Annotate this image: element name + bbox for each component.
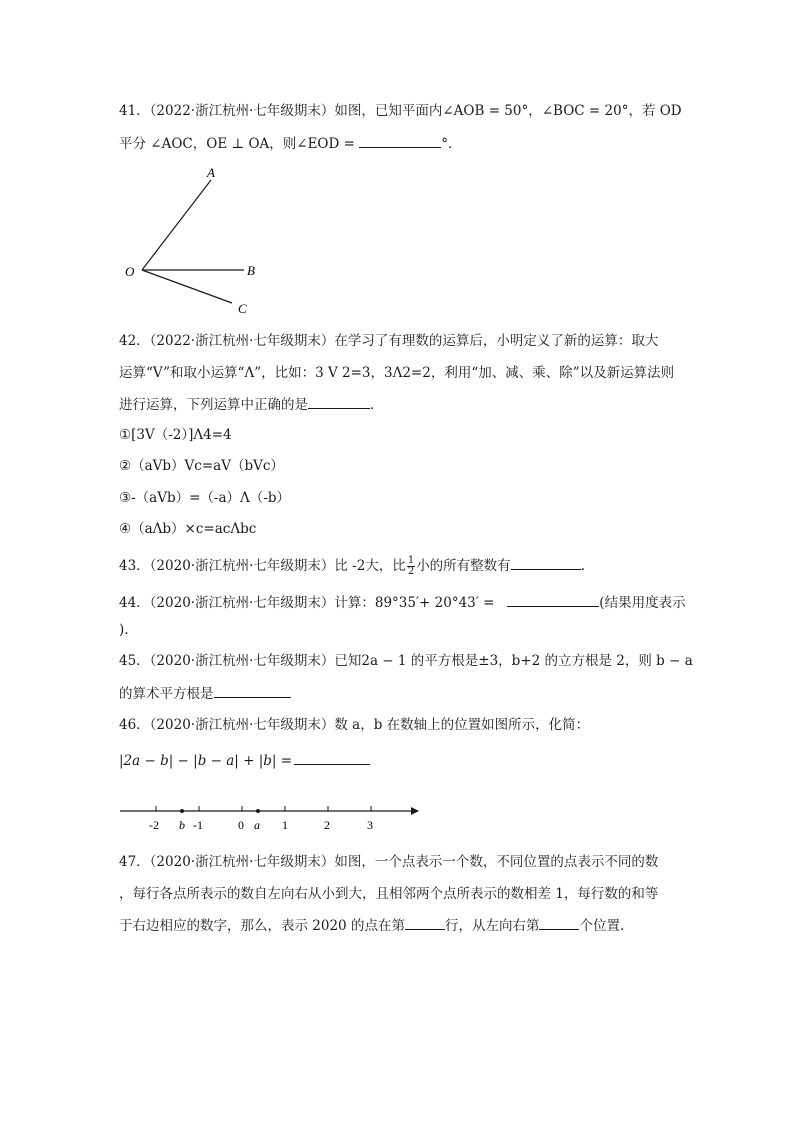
q43-frac-den: 2 — [407, 566, 415, 577]
q42-option-4: ④（aΛb）×c=acΛbc — [119, 521, 257, 537]
label-b: B — [247, 263, 255, 278]
q47-answer-blank-position — [539, 915, 579, 930]
q46-number-line — [115, 795, 425, 835]
axis-label-1: 1 — [282, 818, 288, 832]
q42-option-1: ①[3V（-2）]Λ4=4 — [119, 427, 232, 443]
q44-answer-blank — [507, 592, 599, 607]
q43-frac-num: 1 — [407, 555, 415, 566]
q46-expr: |2a − b| − |b − a| + |b| = — [119, 753, 293, 769]
q47-answer-blank-row — [405, 915, 445, 930]
q43-end: . — [580, 558, 585, 574]
q42-line3 — [119, 394, 384, 415]
point-b — [180, 809, 184, 813]
q46-answer-blank — [294, 750, 370, 765]
axis-label-neg2: -2 — [149, 818, 159, 832]
q47-line3 — [119, 915, 624, 936]
q44-line1 — [119, 592, 686, 613]
q42-line1: 42．（2022·浙江杭州·七年级期末）在学习了有理数的运算后，小明定义了新的运算：取大 — [119, 333, 659, 349]
q41-answer-blank — [359, 133, 441, 148]
q47-line3-c: 个位置. — [579, 918, 625, 934]
q44-text: 44．（2020·浙江杭州·七年级期末）计算：89°35′+ 20°43′ = — [119, 595, 495, 611]
label-a: A — [207, 165, 215, 180]
q42-line3-text: 进行运算，下列运算中正确的是 — [119, 397, 308, 413]
axis-label-a: a — [254, 818, 260, 832]
q47-line2: ，每行各点所表示的数自左向右从小到大，且相邻两个点所表示的数相差 1，每行数的和等 — [119, 886, 659, 902]
ray-oc — [142, 270, 232, 303]
q41-angle-figure — [118, 160, 268, 320]
q42-line3-end: ． — [370, 397, 384, 413]
q45-line1: 45．（2020·浙江杭州·七年级期末）已知2a − 1 的平方根是±3，b+2 的立方根是 2，则 b − a — [119, 653, 693, 669]
axis-arrow — [411, 807, 419, 815]
q42-answer-blank — [308, 394, 370, 409]
label-o: O — [125, 264, 135, 279]
label-c: C — [238, 301, 247, 316]
axis-label-2: 2 — [324, 818, 330, 832]
q45-answer-blank — [214, 683, 291, 698]
q46-expr-line — [119, 750, 370, 771]
q43-post: 小的所有整数有 — [416, 558, 511, 574]
q41-end: °． — [441, 136, 462, 152]
q42-line2: 运算“V”和取小运算“Λ”，比如：3 V 2=3，3Λ2=2，利用“加、减、乘、除”以及新运算法则 — [119, 365, 675, 381]
q41-line2 — [119, 133, 461, 154]
q44-line2: ). — [119, 622, 129, 638]
q45-line2 — [119, 683, 291, 704]
q45-line2-text: 的算术平方根是 — [119, 686, 214, 702]
q43-fraction — [407, 556, 415, 577]
q41-line2-text: 平分 ∠AOC，OE ⊥ OA，则∠EOD = — [119, 136, 360, 152]
q44-line1-end: (结果用度表示 — [599, 595, 686, 611]
axis-label-neg1: -1 — [193, 818, 203, 832]
q43-answer-blank — [511, 555, 581, 570]
q47-line3-a: 于右边相应的数字，那么，表示 2020 的点在第 — [119, 918, 405, 934]
q43-pre: 43．（2020·浙江杭州·七年级期末）比 -2大，比 — [119, 558, 406, 574]
q47-line1: 47．（2020·浙江杭州·七年级期末）如图，一个点表示一个数，不同位置的点表示不同的数 — [119, 854, 659, 870]
q41-line1: 41．（2022·浙江杭州·七年级期末）如图，已知平面内∠AOB = 50°，∠BOC = 20°，若 OD — [119, 103, 682, 119]
q43-line — [119, 555, 585, 577]
axis-label-0: 0 — [238, 818, 244, 832]
point-a — [256, 809, 260, 813]
q47-line3-b: 行，从左向右第 — [444, 918, 540, 934]
ray-oa — [142, 180, 211, 270]
q42-option-3: ③-（aVb）=（-a）Λ（-b） — [119, 490, 290, 506]
axis-label-b: b — [179, 818, 185, 832]
axis-label-3: 3 — [367, 818, 373, 832]
q46-line1: 46．（2020·浙江杭州·七年级期末）数 a，b 在数轴上的位置如图所示，化简： — [119, 717, 590, 733]
q42-option-2: ②（aVb）Vc=aV（bVc） — [119, 458, 284, 474]
